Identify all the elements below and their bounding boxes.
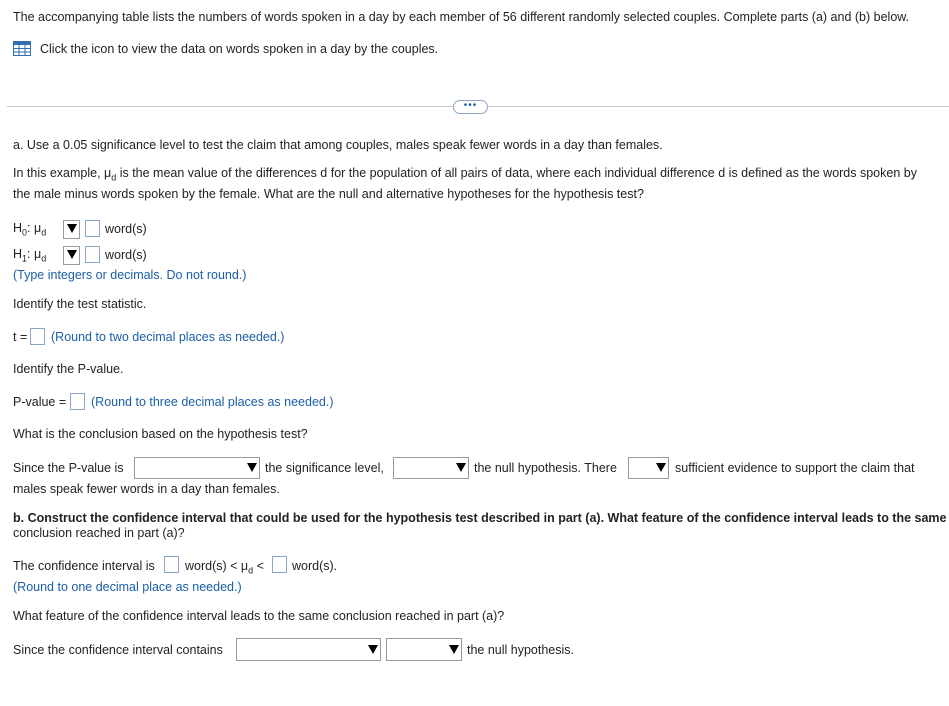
h1-unit: word(s) (105, 248, 147, 262)
ci-suffix: word(s). (292, 559, 338, 573)
example-line-1: In this example, $\mu_d$ is the mean value of the differences d for the population of all pairs of data, where each individual difference d is defined as the words spoken by (13, 166, 917, 183)
table-icon[interactable] (13, 41, 31, 56)
hypothesis-hint: (Type integers or decimals. Do not round.) (13, 268, 247, 282)
ci-lower-input[interactable] (164, 556, 179, 573)
t-label: t = (13, 330, 28, 344)
data-link-text[interactable]: Click the icon to view the data on words spoken in a day by the couples. (40, 42, 439, 56)
test-stat-prompt: Identify the test statistic. (13, 297, 147, 311)
ci-mid-text: word(s) < $\mu_d$ < (185, 559, 264, 576)
problem-intro: The accompanying table lists the numbers of words spoken in a day by each member of 56 different randomly selected couples. Complete parts (a) and (b) below. (13, 10, 910, 24)
sufficient-text: sufficient evidence to support the claim that (675, 461, 915, 475)
pvalue-prompt: Identify the P-value. (13, 362, 124, 376)
ci-prefix: The confidence interval is (13, 559, 155, 573)
evidence-dropdown[interactable] (628, 457, 669, 479)
dropdown-arrow-icon (67, 250, 77, 259)
since-pvalue-text: Since the P-value is (13, 461, 124, 475)
pvalue-label: P-value = (13, 395, 67, 409)
t-hint: (Round to two decimal places as needed.) (51, 330, 285, 344)
part-b-question-line-1: b. Construct the confidence interval that could be used for the hypothesis test described in part (a). What feature of the confidence interval leads to the same (13, 511, 947, 525)
since-contains-text: Since the confidence interval contains (13, 643, 223, 657)
h0-label: $H_0$: $\mu_d$ (13, 221, 47, 238)
part-a-question: a. Use a 0.05 significance level to test the claim that among couples, males speak fewer words in a day than females. (13, 138, 663, 152)
t-input[interactable] (30, 328, 45, 345)
contains-dropdown[interactable] (236, 638, 381, 661)
ci-upper-input[interactable] (272, 556, 287, 573)
dropdown-arrow-icon (656, 463, 666, 472)
feature-prompt: What feature of the confidence interval leads to the same conclusion reached in part (a)? (13, 609, 505, 623)
conclusion-prompt: What is the conclusion based on the hypothesis test? (13, 427, 308, 441)
dropdown-arrow-icon (67, 224, 77, 233)
pvalue-hint: (Round to three decimal places as needed.) (91, 395, 334, 409)
ci-reject-dropdown[interactable] (386, 638, 462, 661)
expand-more-button[interactable]: ••• (453, 100, 488, 114)
dropdown-arrow-icon (368, 645, 378, 654)
example-line-2: the male minus words spoken by the female. What are the null and alternative hypotheses for the hypothesis test? (13, 187, 644, 201)
ci-hint: (Round to one decimal place as needed.) (13, 580, 242, 594)
null-end-text: the null hypothesis. (467, 643, 575, 657)
dropdown-arrow-icon (456, 463, 466, 472)
h1-value-input[interactable] (85, 246, 100, 263)
null-hypothesis-text: the null hypothesis. There (474, 461, 617, 475)
h1-operator-dropdown[interactable] (63, 246, 80, 265)
sig-level-text: the significance level, (265, 461, 384, 475)
pvalue-comparison-dropdown[interactable] (134, 457, 260, 479)
h0-value-input[interactable] (85, 220, 100, 237)
h0-operator-dropdown[interactable] (63, 220, 80, 239)
reject-dropdown[interactable] (393, 457, 469, 479)
males-line: males speak fewer words in a day than females. (13, 482, 280, 496)
part-b-question-line-2: conclusion reached in part (a)? (13, 526, 185, 540)
dropdown-arrow-icon (449, 645, 459, 654)
pvalue-input[interactable] (70, 393, 85, 410)
dropdown-arrow-icon (247, 463, 257, 472)
h1-label: $H_1$: $\mu_d$ (13, 247, 47, 264)
h0-unit: word(s) (105, 222, 147, 236)
